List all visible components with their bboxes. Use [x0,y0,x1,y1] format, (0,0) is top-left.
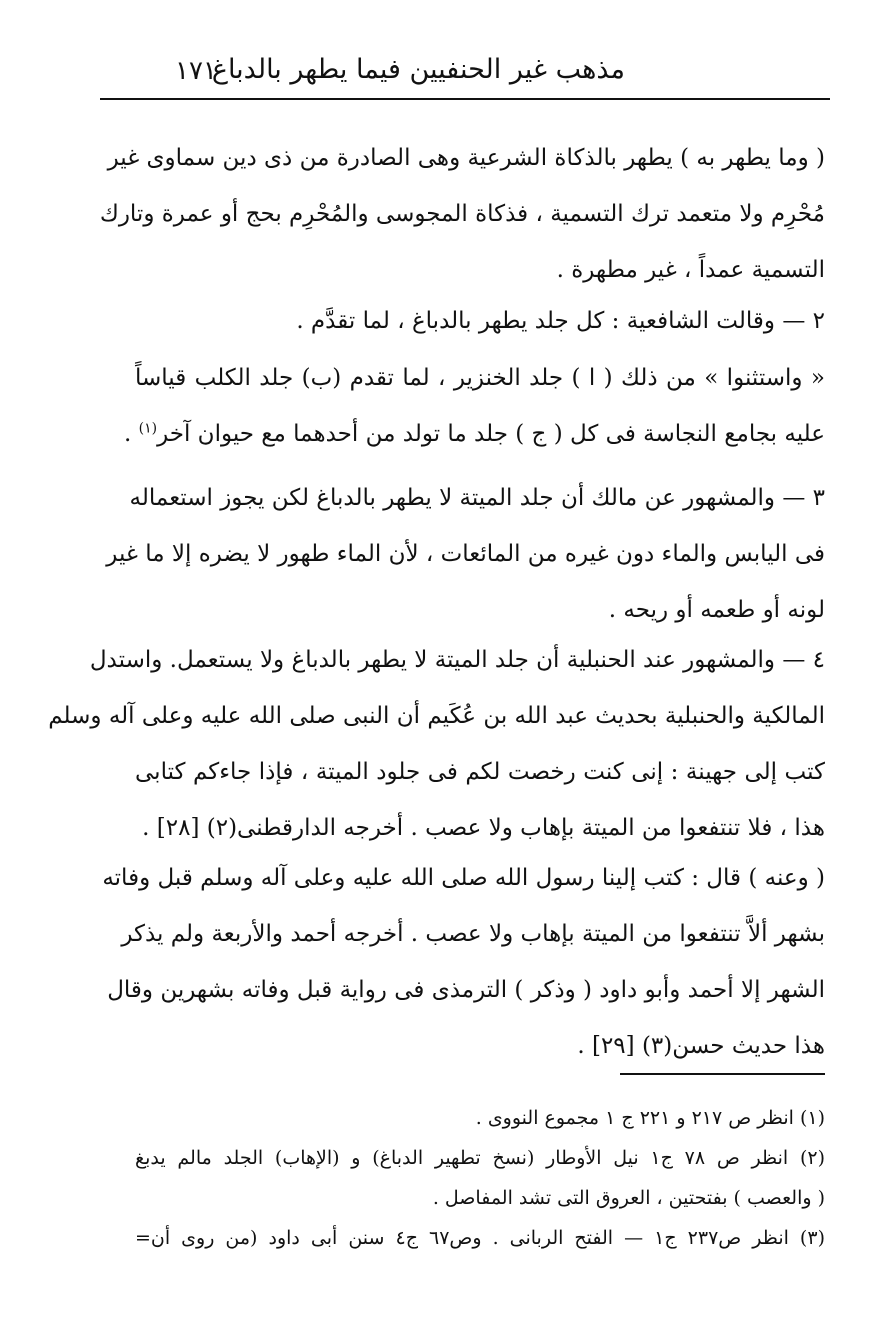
page-number: ١٧١ [175,56,217,86]
footnote-2: (٢) انظر ص ٧٨ ج١ نيل الأوطار (نسخ تطهير الدباغ) و (الإهاب) الجلد مالم يدبغ [135,1147,825,1169]
text-line: ( وما يطهر به ) يطهر بالذكاة الشرعية وهى الصادرة من ذى دين سماوى غير [107,145,825,171]
page-header [100,52,830,100]
text-line: الشهر إلا أحمد وأبو داود ( وذكر ) الترمذى فى رواية قبل وفاته بشهرين وقال [107,977,825,1003]
footnote-ref-2: (٢) [٢٨] . [142,815,238,841]
paragraph-shafii [135,293,825,349]
paragraph-exceptions [123,350,825,462]
text-line: ٣ — والمشهور عن مالك أن جلد الميتة لا يطهر بالدباغ لكن يجوز استعماله [129,485,825,511]
text-line: ( وعنه ) قال : كتب إلينا رسول الله صلى الله عليه وعلى آله وسلم قبل وفاته [102,865,825,891]
footnote-ref-3: (٣) [٢٩] . [577,1033,673,1059]
text-line: ٤ — والمشهور عند الحنبلية أن جلد الميتة لا يطهر بالدباغ ولا يستعمل. واستدل [89,647,825,673]
text-line: مُحْرِم ولا متعمد ترك التسمية ، فذكاة المجوسى والمُحْرِم بحج أو عمرة وتارك [99,201,825,227]
text-line: كتب إلى جهينة : إنى كنت رخصت لكم فى جلود الميتة ، فإذا جاءكم كتابى [135,759,825,785]
footnote-rule [620,1073,825,1075]
text-span: هذا حديث حسن [672,1033,825,1059]
text-line: بشهر ألاَّ تنتفعوا من الميتة بإهاب ولا عصب . أخرجه أحمد والأربعة ولم يذكر [121,921,825,947]
text-line: لونه أو طعمه أو ريحه . [608,597,825,623]
text-line: « واستثنوا » من ذلك ( ا ) جلد الخنزير ، لما تقدم (ب) جلد الكلب قياساً [135,365,825,391]
text-span: . [123,421,132,447]
text-line [135,800,825,856]
footnote-3: (٣) انظر ص٢٣٧ ج١ — الفتح الربانى . وص٦٧ ج٤ سنن أبى داود (من روى أن= [135,1227,825,1249]
text-line: التسمية عمداً ، غير مطهرة . [556,257,825,283]
paragraph-tanning-agents [99,130,825,298]
footnote-ref-1: (١) [138,420,158,437]
header-rule [100,98,830,100]
text-span: هذا ، فلا تنتفعوا من الميتة بإهاب ولا عصب . أخرجه الدارقطنى [237,815,825,841]
text-span: عليه بجامع النجاسة فى كل ( ج ) جلد ما تولد من أحدهما مع حيوان آخر [157,421,825,447]
text-line [135,1018,825,1074]
footnote-2-cont: ( والعصب ) بفتحتين ، العروق التى تشد المفاصل . [432,1187,825,1209]
paragraph-hanbali [48,632,825,856]
text-line [123,406,825,462]
text-line: فى اليابس والماء دون غيره من المائعات ، لأن الماء طهور لا يضره إلا ما غير [106,541,825,567]
footnotes [135,1098,825,1258]
text-line: المالكية والحنبلية بحديث عبد الله بن عُكَيم أن النبى صلى الله عليه وعلى آله وسلم [48,703,825,729]
running-title: مذهب غير الحنفيين فيما يطهر بالدباغ [211,54,625,85]
footnote-1: (١) انظر ص ٢١٧ و ٢٢١ ج ١ مجموع النووى . [475,1107,825,1129]
paragraph-hadith [102,850,825,1074]
paragraph-maliki [106,470,825,638]
text-line: ٢ — وقالت الشافعية : كل جلد يطهر بالدباغ ، لما تقدَّم . [296,308,825,334]
